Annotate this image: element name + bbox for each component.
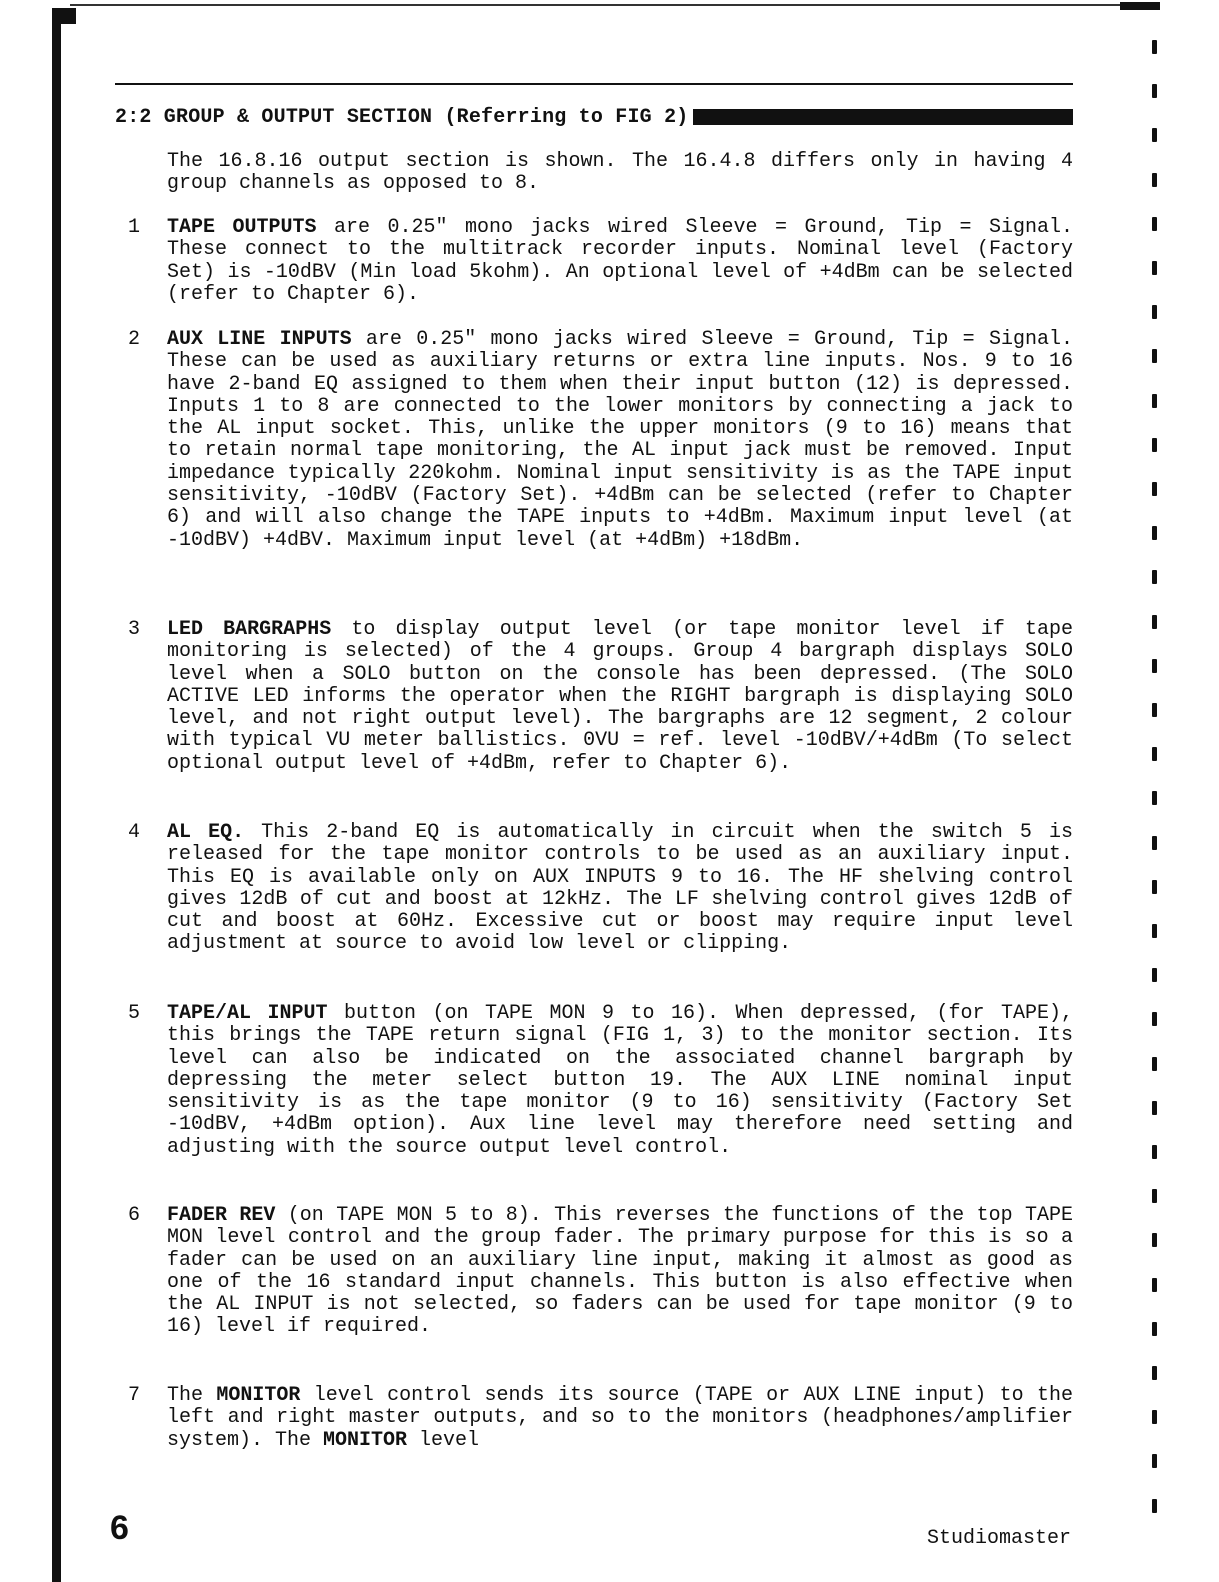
- scan-mark: [1152, 305, 1157, 319]
- item-number: 7: [128, 1384, 141, 1407]
- scan-mark: [1152, 1189, 1157, 1203]
- item-term: TAPE/AL INPUT: [167, 1002, 328, 1025]
- scan-mark: [1152, 261, 1157, 275]
- scan-mark: [1152, 1057, 1157, 1071]
- item-text: level: [407, 1428, 480, 1452]
- item-paragraph: [167, 1385, 1073, 1452]
- punch-hole-marks: [1150, 40, 1162, 1560]
- scan-mark: [1152, 349, 1157, 363]
- scan-mark: [1152, 1278, 1157, 1292]
- item-text: to display output level (or tape monitor level if tape monitoring is selected) of the 4 groups. Group 4 bargraph displays SOLO level when a SOLO button on the console has been depressed. (The SOLO ACTIVE LED informs the operator when the RIGHT bargraph is displaying SOLO level, and not right output level). The bargraphs are 12 segment, 2 colour with typical VU meter ballistics. 0VU = ref. level -10dBV/+4dBm (To select optional output level of +4dBm, refer to Chapter 6).: [167, 618, 1074, 775]
- scan-mark: [1152, 1410, 1157, 1424]
- scan-mark: [1152, 1145, 1157, 1159]
- item-text: (on TAPE MON 5 to 8). This reverses the functions of the top TAPE MON level control and the group fader. The primary purpose for this is so a fader can be used on an auxiliary line input, making it almost as good as one of the 16 standard input channels. This button is also effective when the AL INPUT is not selected, so faders can be used for tape monitor (9 to 16) level if required.: [167, 1204, 1073, 1339]
- item-text: This 2-band EQ is automatically in circuit when the switch 5 is released for the tape monitor controls to be used as an auxiliary input. This EQ is available only on AUX INPUTS 9 to 16. The HF shelving control gives 12dB of cut and boost at 12kHz. The LF shelving control gives 12dB of cut and boost at 60Hz. Excessive cut or boost may require input level adjustment at source to avoid low level or clipping.: [167, 821, 1073, 956]
- scan-mark: [1152, 791, 1157, 805]
- item-text: The: [167, 1384, 217, 1407]
- item-number: 2: [128, 328, 141, 351]
- intro-paragraph: The 16.8.16 output section is shown. The 16.4.8 differs only in having 4 group channels as opposed to 8.: [167, 150, 1073, 196]
- scan-mark: [1152, 1366, 1157, 1380]
- item-paragraph: [167, 329, 1073, 552]
- item-term: AUX LINE INPUTS: [167, 328, 352, 351]
- scan-mark: [1152, 747, 1157, 761]
- scan-mark: [1152, 217, 1157, 231]
- top-edge-mark: [1120, 2, 1160, 10]
- item-number: 5: [128, 1002, 141, 1025]
- footer-brand: Studiomaster: [926, 1527, 1071, 1550]
- item-paragraph: [167, 217, 1073, 306]
- item-text: are 0.25" mono jacks wired Sleeve = Ground, Tip = Signal. These can be used as auxiliary returns or extra line inputs. Nos. 9 to 16 have 2-band EQ assigned to them when their input button (12) is depressed. Inputs 1 to 8 are connected to the lower monitors by connecting a jack to the AL input socket. This, unlike the upper monitors (9 to 16) means that to retain normal tape monitoring, the AL input jack must be removed. Input impedance typically 220kohm. Nominal input sensitivity is as the TAPE input sensitivity, -10dBV (Factory Set). +4dBm can be selected (refer to Chapter 6) and will also change the TAPE inputs to +4dBm. Maximum input level (at -10dBV) +4dBV. Maximum input level (at +4dBm) +18dBm.: [167, 328, 1073, 552]
- item-term: FADER REV: [167, 1204, 276, 1227]
- binding-edge: [52, 8, 61, 1582]
- scan-mark: [1152, 128, 1157, 142]
- scan-mark: [1152, 924, 1157, 938]
- scan-mark: [1152, 1101, 1157, 1115]
- scan-mark: [1152, 40, 1157, 54]
- scan-mark: [1152, 570, 1157, 584]
- item-paragraph: [167, 822, 1073, 956]
- item-term: LED BARGRAPHS: [167, 618, 332, 641]
- item-number: 4: [128, 821, 141, 844]
- heading-bar: [693, 109, 1074, 125]
- scan-mark: [1152, 84, 1157, 98]
- page-number: 6: [110, 1509, 129, 1547]
- item-number: 1: [128, 216, 141, 239]
- scan-mark: [1152, 1233, 1157, 1247]
- scan-mark: [1152, 1322, 1157, 1336]
- scan-mark: [1152, 703, 1157, 717]
- section-heading-row: [115, 104, 1073, 130]
- item-term: MONITOR: [216, 1384, 301, 1407]
- item-term: AL EQ.: [167, 821, 245, 844]
- item-term: TAPE OUTPUTS: [167, 216, 317, 239]
- item-text: level control sends its source (TAPE or AUX LINE input) to the left and right master outputs, and so to the monitors (headphones/amplifier system). The: [167, 1384, 1074, 1452]
- item-term: MONITOR: [323, 1428, 408, 1452]
- item-number: 6: [128, 1204, 141, 1227]
- item-paragraph: [167, 619, 1073, 775]
- scan-mark: [1152, 968, 1157, 982]
- section-heading: 2:2 GROUP & OUTPUT SECTION (Referring to FIG 2): [115, 105, 689, 129]
- scan-mark: [1152, 1454, 1157, 1468]
- scan-mark: [1152, 482, 1157, 496]
- scan-mark: [1152, 1012, 1157, 1026]
- item-number: 3: [128, 618, 141, 641]
- scan-mark: [1152, 615, 1157, 629]
- scan-mark: [1152, 880, 1157, 894]
- top-edge-line: [70, 4, 1160, 6]
- scan-mark: [1152, 438, 1157, 452]
- header-rule: [115, 83, 1073, 85]
- scan-mark: [1152, 1499, 1157, 1513]
- item-text: button (on TAPE MON 9 to 16). When depressed, (for TAPE), this brings the TAPE return signal (FIG 1, 3) to the monitor section. Its level can also be indicated on the associated channel bargraph by depressing the meter select button 19. The AUX LINE nominal input sensitivity is as the tape monitor (9 to 16) sensitivity (Factory Set -10dBV, +4dBm option). Aux line level may therefore need setting and adjusting with the source output level control.: [167, 1002, 1073, 1159]
- item-paragraph: [167, 1003, 1073, 1159]
- scan-mark: [1152, 526, 1157, 540]
- scan-mark: [1152, 836, 1157, 850]
- binding-edge-cap: [52, 8, 76, 24]
- scan-mark: [1152, 659, 1157, 673]
- scan-mark: [1152, 173, 1157, 187]
- item-paragraph: [167, 1205, 1073, 1339]
- scan-mark: [1152, 394, 1157, 408]
- item-text: are 0.25" mono jacks wired Sleeve = Ground, Tip = Signal. These connect to the multitrack recorder inputs. Nominal level (Factory Set) is -10dBV (Min load 5kohm). An optional level of +4dBm can be selected (refer to Chapter 6).: [167, 216, 1073, 306]
